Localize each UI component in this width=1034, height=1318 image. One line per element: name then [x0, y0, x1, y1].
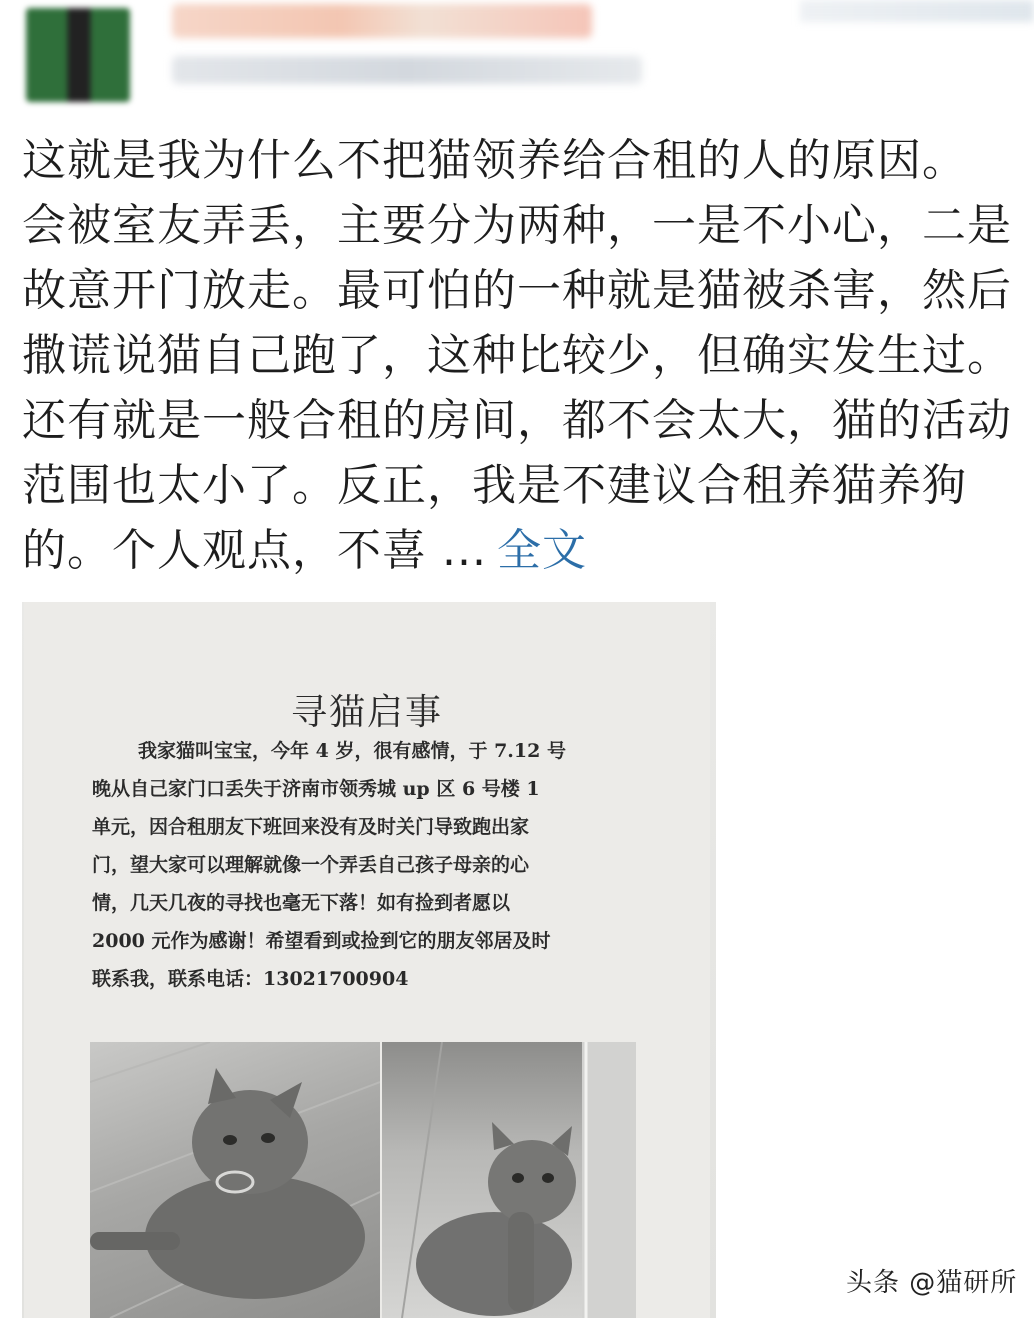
source-watermark: 头条 @猫研所 — [846, 1268, 1018, 1298]
post-header — [0, 0, 1034, 110]
cat-photo-right — [382, 1042, 636, 1318]
post-line: 会被室友弄丢，主要分为两种，一是不小心，二是 — [22, 200, 1012, 251]
header-right-blurred — [800, 0, 1034, 22]
post-line: 这就是我为什么不把猫领养给合租的人的原因。 — [22, 135, 967, 186]
poster-line: 情，几天几夜的寻找也毫无下落！如有捡到者愿以 — [92, 892, 511, 914]
poster-line: 联系我，联系电话：13021700904 — [92, 968, 409, 990]
post-image[interactable] — [22, 602, 716, 1318]
lost-cat-poster — [24, 602, 710, 1318]
username-blurred[interactable] — [172, 4, 592, 38]
post-line-text: 的。个人观点，不喜 ... — [22, 525, 487, 576]
poster-line: 我家猫叫宝宝，今年 4 岁，很有感情，于 7.12 号 — [138, 740, 566, 762]
cat-lying-illustration — [90, 1042, 380, 1318]
post-line: 还有就是一般合租的房间，都不会太大，猫的活动 — [22, 395, 1012, 446]
full-text-link[interactable]: 全文 — [496, 525, 587, 576]
post-line: 故意开门放走。最可怕的一种就是猫被杀害，然后 — [22, 265, 1012, 316]
poster-line: 门，望大家可以理解就像一个弄丢自己孩子母亲的心 — [92, 854, 530, 876]
poster-line: 晚从自己家门口丢失于济南市领秀城 up 区 6 号楼 1 — [92, 778, 540, 800]
cat-sitting-illustration — [382, 1042, 636, 1318]
post-line: 撒谎说猫自己跑了，这种比较少，但确实发生过。 — [22, 330, 1012, 381]
avatar[interactable] — [26, 8, 130, 102]
cat-photo-left — [90, 1042, 380, 1318]
post-line: 范围也太小了。反正，我是不建议合租养猫养狗 — [22, 460, 967, 511]
poster-line: 单元，因合租朋友下班回来没有及时关门导致跑出家 — [92, 816, 530, 838]
poster-line: 2000 元作为感谢！希望看到或捡到它的朋友邻居及时 — [92, 930, 551, 952]
poster-title: 寻猫启事 — [290, 692, 443, 733]
poster-body — [92, 732, 652, 998]
post-line-last — [22, 518, 1032, 583]
post-text — [22, 128, 1032, 583]
post-meta-blurred — [172, 56, 642, 84]
